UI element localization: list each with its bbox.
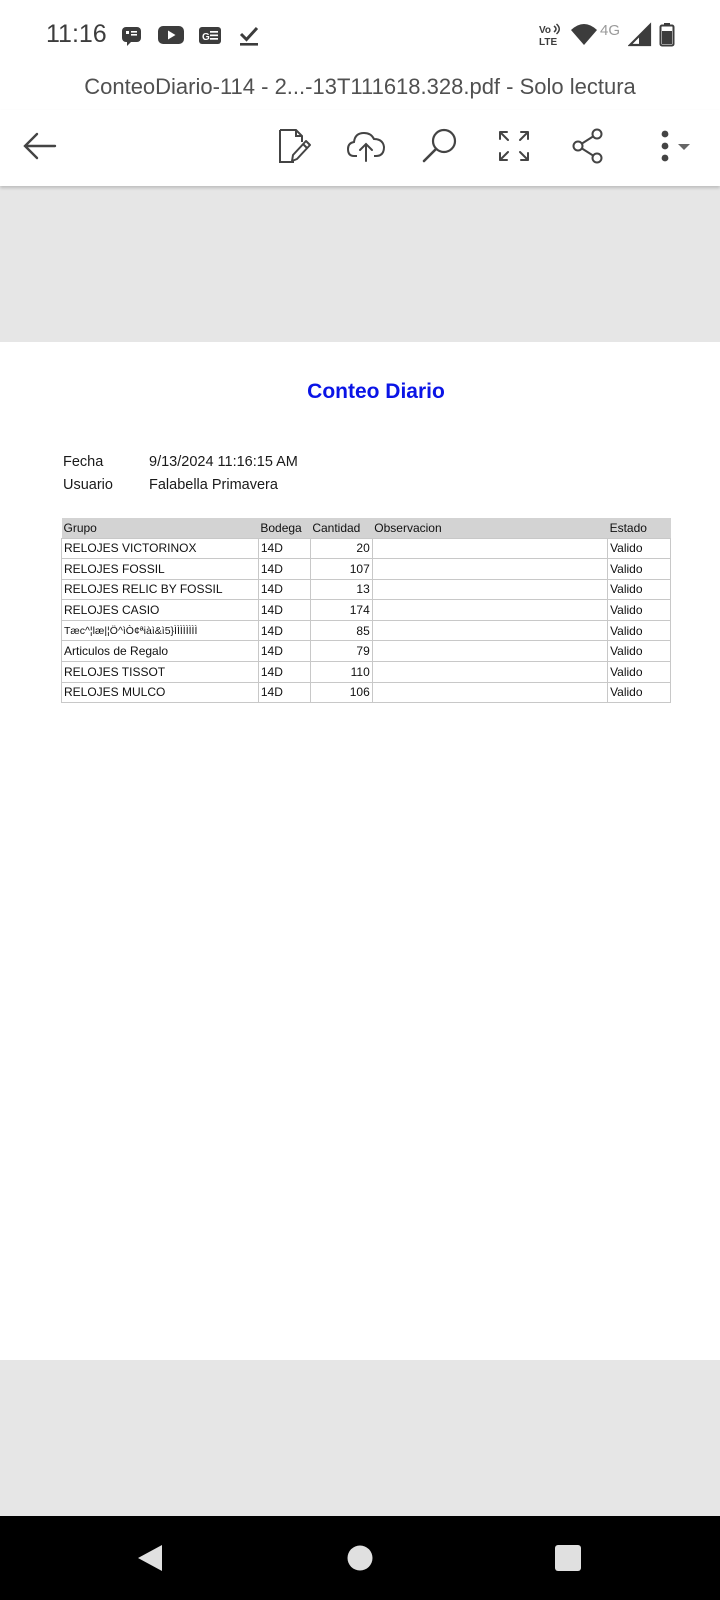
- cell-cantidad: 174: [310, 600, 372, 621]
- wifi-icon: [570, 22, 598, 48]
- cell-observacion: [372, 641, 607, 662]
- navigation-bar: [0, 1516, 720, 1600]
- fullscreen-button[interactable]: [492, 124, 536, 168]
- share-icon: [571, 128, 605, 164]
- cell-grupo: RELOJES RELIC BY FOSSIL: [62, 579, 259, 600]
- cell-estado: Valido: [608, 600, 671, 621]
- cell-estado: Valido: [608, 682, 671, 703]
- table-row: [62, 579, 671, 600]
- cell-cantidad: 79: [310, 641, 372, 662]
- cell-grupo: Tæc^¦læ|¦Ö^ìÒ¢ªiàì&ì5}ÌÌÌÌÌÌÌÌ: [62, 620, 259, 641]
- nav-back-button[interactable]: [130, 1538, 170, 1578]
- table-header-row: [62, 518, 671, 538]
- back-button[interactable]: [18, 124, 62, 168]
- cell-bodega: 14D: [258, 600, 310, 621]
- svg-text:Vo: Vo: [539, 25, 552, 36]
- fecha-label: Fecha: [63, 454, 104, 470]
- cell-estado: Valido: [608, 538, 671, 559]
- cell-observacion: [372, 662, 607, 683]
- cell-grupo: RELOJES FOSSIL: [62, 559, 259, 580]
- document-title: ConteoDiario-114 - 2...-13T111618.328.pdf - Solo lectura: [84, 74, 636, 99]
- cell-estado: Valido: [608, 662, 671, 683]
- cell-cantidad: 85: [310, 620, 372, 641]
- status-time: 11:16: [46, 20, 107, 48]
- header-estado: Estado: [608, 518, 671, 538]
- cell-observacion: [372, 682, 607, 703]
- svg-text:G: G: [202, 32, 210, 43]
- usuario-value: Falabella Primavera: [149, 477, 278, 493]
- report-title: Conteo Diario: [307, 380, 445, 403]
- cell-observacion: [372, 579, 607, 600]
- fullscreen-icon: [497, 129, 531, 163]
- message-icon: [121, 22, 143, 48]
- fecha-value: 9/13/2024 11:16:15 AM: [149, 454, 298, 470]
- header-bodega: Bodega: [258, 518, 310, 538]
- header-grupo: Grupo: [62, 518, 259, 538]
- download-done-icon: [238, 22, 260, 48]
- youtube-icon: [157, 22, 185, 48]
- table-row: [62, 600, 671, 621]
- edit-document-icon: [276, 126, 312, 166]
- search-button[interactable]: [418, 124, 462, 168]
- nav-home-icon: [346, 1544, 374, 1572]
- count-table: [61, 518, 671, 703]
- cell-observacion: [372, 538, 607, 559]
- search-icon: [421, 127, 459, 165]
- cell-grupo: RELOJES VICTORINOX: [62, 538, 259, 559]
- nav-recents-icon: [554, 1544, 582, 1572]
- cell-observacion: [372, 559, 607, 580]
- table-row: [62, 559, 671, 580]
- header-observacion: Observacion: [372, 518, 607, 538]
- share-button[interactable]: [566, 124, 610, 168]
- cell-estado: Valido: [608, 579, 671, 600]
- back-arrow-icon: [22, 128, 58, 164]
- upload-button[interactable]: [344, 124, 388, 168]
- toolbar: [0, 110, 720, 186]
- table-row: [62, 682, 671, 703]
- cell-observacion: [372, 620, 607, 641]
- cell-bodega: 14D: [258, 641, 310, 662]
- cell-bodega: 14D: [258, 559, 310, 580]
- svg-text:LTE: LTE: [539, 37, 558, 48]
- volte-icon: [538, 22, 564, 48]
- cloud-upload-icon: [346, 128, 386, 164]
- status-bar: [0, 0, 720, 66]
- cell-bodega: 14D: [258, 682, 310, 703]
- nav-recents-button[interactable]: [548, 1538, 588, 1578]
- pdf-page[interactable]: [0, 342, 720, 1360]
- network-type-label: 4G: [600, 22, 621, 39]
- cell-grupo: Articulos de Regalo: [62, 641, 259, 662]
- cell-cantidad: 20: [310, 538, 372, 559]
- cell-bodega: 14D: [258, 662, 310, 683]
- cell-bodega: 14D: [258, 620, 310, 641]
- cell-grupo: RELOJES TISSOT: [62, 662, 259, 683]
- usuario-label: Usuario: [63, 477, 113, 493]
- table-row: [62, 538, 671, 559]
- battery-icon: [659, 22, 675, 48]
- nav-back-icon: [135, 1542, 165, 1574]
- cell-bodega: 14D: [258, 579, 310, 600]
- cell-grupo: RELOJES CASIO: [62, 600, 259, 621]
- cell-estado: Valido: [608, 620, 671, 641]
- table-row: [62, 620, 671, 641]
- more-options-button[interactable]: [648, 124, 698, 168]
- nav-home-button[interactable]: [340, 1538, 380, 1578]
- cell-cantidad: 106: [310, 682, 372, 703]
- more-options-icon: [651, 128, 695, 164]
- cell-cantidad: 107: [310, 559, 372, 580]
- cell-cantidad: 110: [310, 662, 372, 683]
- header-cantidad: Cantidad: [310, 518, 372, 538]
- edit-button[interactable]: [272, 124, 316, 168]
- title-bar: [0, 66, 720, 110]
- cell-cantidad: 13: [310, 579, 372, 600]
- signal-icon: [628, 22, 652, 48]
- cell-grupo: RELOJES MULCO: [62, 682, 259, 703]
- table-row: [62, 641, 671, 662]
- cell-estado: Valido: [608, 641, 671, 662]
- cell-observacion: [372, 600, 607, 621]
- news-icon: [198, 22, 222, 48]
- cell-bodega: 14D: [258, 538, 310, 559]
- cell-estado: Valido: [608, 559, 671, 580]
- table-row: [62, 662, 671, 683]
